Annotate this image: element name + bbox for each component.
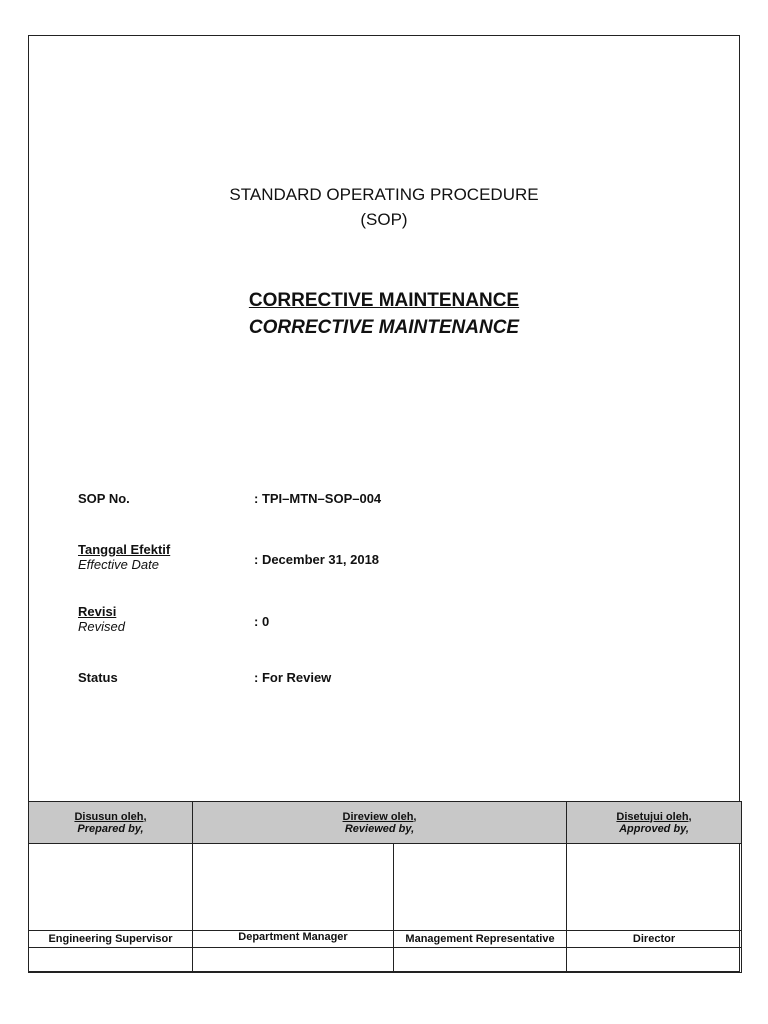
- effective-date-label-id: Tanggal Efektif: [78, 542, 171, 557]
- date-cell[interactable]: [193, 948, 394, 973]
- revision-label: [78, 604, 125, 634]
- effective-date-label: [78, 542, 170, 572]
- sop-no-label: SOP No.: [78, 491, 130, 506]
- role-engineering-supervisor: Engineering Supervisor: [29, 931, 193, 948]
- revision-label-en: Revised: [78, 619, 125, 634]
- signature-box[interactable]: [29, 844, 193, 931]
- signature-header-row: [29, 802, 742, 844]
- status-value: : For Review: [254, 670, 332, 685]
- signature-role-row: [29, 931, 742, 948]
- date-cell[interactable]: [567, 948, 742, 973]
- role-management-representative: Management Representative: [394, 931, 567, 948]
- signature-box[interactable]: [567, 844, 742, 931]
- sop-no-value: : TPI–MTN–SOP–004: [254, 491, 382, 506]
- signature-table: [28, 801, 742, 973]
- effective-date-value: : December 31, 2018: [254, 552, 380, 567]
- sop-heading: STANDARD OPERATING PROCEDURE: [229, 185, 539, 204]
- signature-box[interactable]: [394, 844, 567, 931]
- approved-by-header: Disetujui oleh, Approved by,: [567, 802, 742, 844]
- status-label: Status: [78, 670, 118, 685]
- date-cell[interactable]: [29, 948, 193, 973]
- signature-box[interactable]: [193, 844, 394, 931]
- revision-value: : 0: [254, 614, 270, 629]
- date-cell[interactable]: [394, 948, 567, 973]
- signature-space-row: [29, 844, 742, 931]
- prepared-by-header: Disusun oleh, Prepared by,: [29, 802, 193, 844]
- sop-subheading: (SOP): [360, 210, 408, 229]
- document-title-english: CORRECTIVE MAINTENANCE: [248, 317, 520, 338]
- signature-date-row: [29, 948, 742, 973]
- role-director: Director: [567, 931, 742, 948]
- effective-date-label-en: Effective Date: [78, 557, 159, 572]
- reviewed-by-header: Direview oleh, Reviewed by,: [193, 802, 567, 844]
- role-department-manager: Department Manager: [193, 931, 394, 948]
- revision-label-id: Revisi: [78, 604, 117, 619]
- document-title: CORRECTIVE MAINTENANCE: [248, 290, 520, 311]
